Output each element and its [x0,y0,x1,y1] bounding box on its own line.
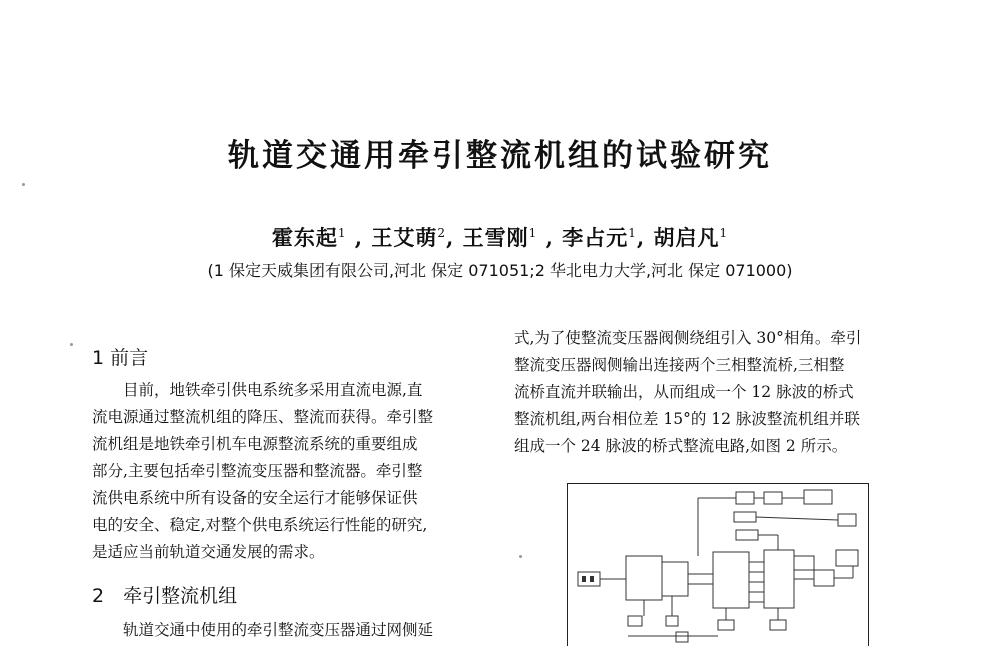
affiliation: (1 保定天威集团有限公司,河北 保定 071051;2 华北电力大学,河北 保定 071000) [207,261,793,280]
text-line: 流桥直流并联输出，从而组成一个 12 脉波的桥式 [514,383,854,401]
text-line: 目前，地铁牵引供电系统多采用直流电源,直 [123,381,423,399]
author-affil-mark: 1 [719,226,729,240]
text-line: 流供电系统中所有设备的安全运行才能够保证供 [92,489,418,507]
text-line: 部分,主要包括牵引整流变压器和整流器。牵引整 [92,462,423,480]
section2-heading: 2 牵引整流机组 [92,585,238,607]
circuit-diagram-figure [567,483,869,646]
paper-title: 轨道交通用牵引整流机组的试验研究 [228,138,772,174]
text-line: 整流变压器阀侧输出连接两个三相整流桥,三相整 [514,356,845,374]
author-name: 王雪刚 [462,225,529,250]
section1-body [92,377,485,566]
author-list: 霍东起$^1$ , 王艾萌$^2$, 王雪刚$^1$ , 李占元$^1$, 胡启凡$^1$ [271,225,729,250]
text-line: 轨道交通中使用的牵引整流变压器通过网侧延 [123,621,434,639]
author-name: 李占元 [562,225,629,250]
text-line: 式,为了使整流变压器阀侧绕组引入 30°相角。牵引 [514,329,862,347]
section2-body [92,617,485,644]
right-column-body [514,325,906,460]
scan-speck [70,343,73,346]
author-affil-mark: 1 [337,226,347,240]
author-affil-mark: 1 [528,226,538,240]
author-name: 霍东起 [271,225,338,250]
circuit-schematic [568,484,868,646]
author-name: 王艾萌 [371,225,438,250]
author-affil-mark: 2 [437,226,447,240]
text-line: 整流机组,两台相位差 15°的 12 脉波整流机组并联 [514,410,860,428]
text-line: 流电源通过整流机组的降压、整流而获得。牵引整 [92,408,434,426]
section1-heading: 1 前言 [92,347,149,369]
text-line: 流机组是地铁牵引机车电源整流系统的重要组成 [92,435,418,453]
text-line: 是适应当前轨道交通发展的需求。 [92,543,325,561]
author-affil-mark: 1 [628,226,637,240]
scan-speck [519,555,522,558]
text-line: 电的安全、稳定,对整个供电系统运行性能的研究, [92,516,428,534]
scan-speck [22,183,25,186]
text-line: 组成一个 24 脉波的桥式整流电路,如图 2 所示。 [514,437,848,455]
author-name: 胡启凡 [653,225,720,250]
